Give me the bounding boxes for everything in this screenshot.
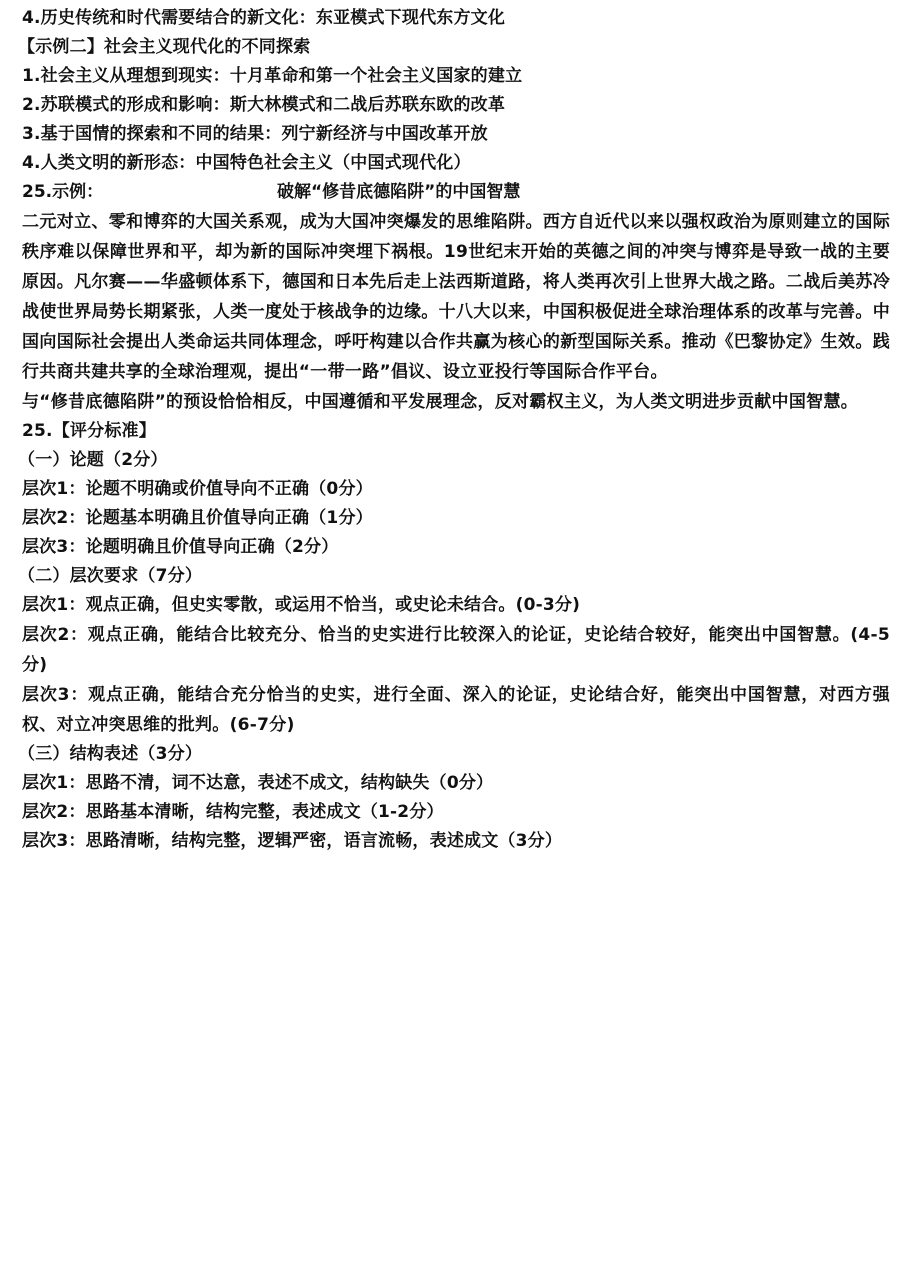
example-25-label: 25.示例： xyxy=(22,182,104,202)
text-line: 4.人类文明的新形态：中国特色社会主义（中国式现代化） xyxy=(22,153,471,173)
rubric-level: 层次1：思路不清，词不达意，表述不成文，结构缺失（0分） xyxy=(22,773,494,793)
rubric-level: 层次2：论题基本明确且价值导向正确（1分） xyxy=(22,508,373,528)
text-line: 4.历史传统和时代需要结合的新文化：东亚模式下现代东方文化 xyxy=(22,8,506,28)
text-line: 2.苏联模式的形成和影响：斯大林模式和二战后苏联东欧的改革 xyxy=(22,95,506,115)
text-line: 3.基于国情的探索和不同的结果：列宁新经济与中国改革开放 xyxy=(22,124,488,144)
essay-paragraph: 二元对立、零和博弈的大国关系观，成为大国冲突爆发的思维陷阱。西方自近代以来以强权政治为原则建立的国际秩序难以保障世界和平，却为新的国际冲突埋下祸根。19世纪末开始的英德之间的冲突与博弈是导致一战的主要原因。凡尔赛——华盛顿体系下，德国和日本先后走上法西斯道路，将人类再次引上世界大战之路。二战后美苏冷战使世界局势长期紧张，人类一度处于核战争的边缘。十八大以来，中国积极促进全球治理体系的改革与完善。中国向国际社会提出人类命运共同体理念，呼吁构建以合作共赢为核心的新型国际关系。推动《巴黎协定》生效。践行共商共建共享的全球治理观，提出“一带一路”倡议、设立亚投行等国际合作平台。 xyxy=(22,212,890,382)
essay-paragraph: 与“修昔底德陷阱”的预设恰恰相反，中国遵循和平发展理念，反对霸权主义，为人类文明进步贡献中国智慧。 xyxy=(22,392,859,412)
rubric-level: 层次1：观点正确，但史实零散，或运用不恰当，或史论未结合。(0-3分) xyxy=(22,595,581,615)
essay-title: 破解“修昔底德陷阱”的中国智慧 xyxy=(277,182,521,202)
rubric-section-title: （二）层次要求（7分） xyxy=(18,566,203,586)
rubric-level: 层次3：论题明确且价值导向正确（2分） xyxy=(22,537,339,557)
rubric-level: 层次3：观点正确，能结合充分恰当的史实，进行全面、深入的论证，史论结合好，能突出中国智慧，对西方强权、对立冲突思维的批判。(6-7分) xyxy=(22,685,890,735)
rubric-section-title: （三）结构表述（3分） xyxy=(18,744,203,764)
rubric-level: 层次1：论题不明确或价值导向不正确（0分） xyxy=(22,479,373,499)
rubric-level: 层次2：思路基本清晰，结构完整，表述成文（1-2分） xyxy=(22,802,444,822)
example-25-header xyxy=(22,178,890,207)
rubric-heading: 25.【评分标准】 xyxy=(22,421,156,441)
example-two-heading: 【示例二】社会主义现代化的不同探索 xyxy=(18,37,311,57)
rubric-level: 层次2：观点正确，能结合比较充分、恰当的史实进行比较深入的论证，史论结合较好，能突出中国智慧。(4-5分) xyxy=(22,625,890,675)
text-line: 1.社会主义从理想到现实：十月革命和第一个社会主义国家的建立 xyxy=(22,66,523,86)
rubric-section-title: （一）论题（2分） xyxy=(18,450,168,470)
rubric-level: 层次3：思路清晰，结构完整，逻辑严密，语言流畅，表述成文（3分） xyxy=(22,831,563,851)
document-page xyxy=(18,4,890,856)
